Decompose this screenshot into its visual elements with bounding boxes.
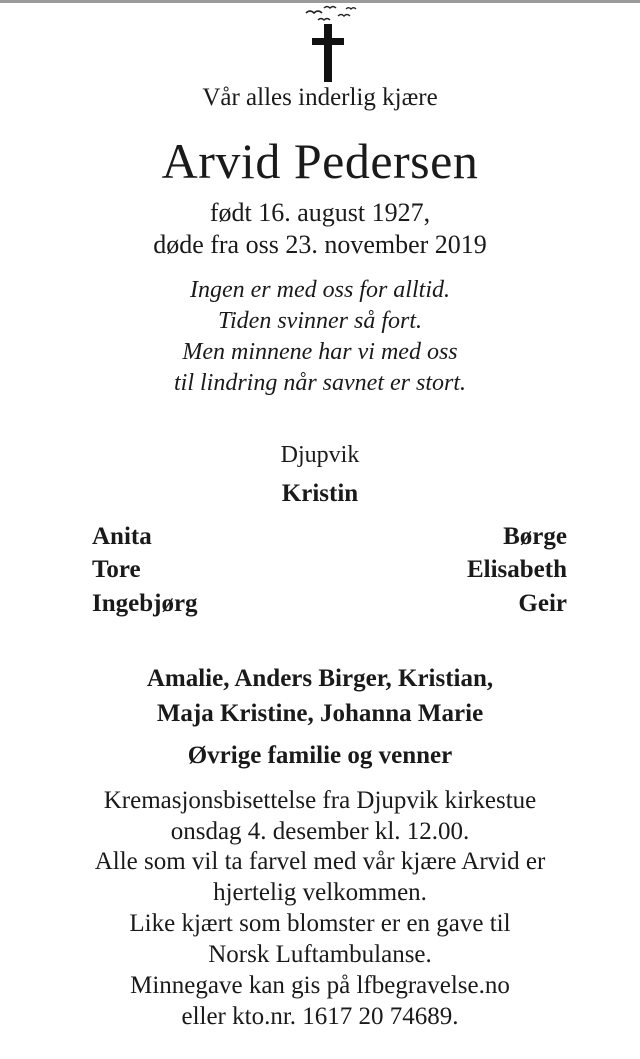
child-spouse-name: Børge <box>503 523 567 550</box>
ceremony-line: Minnegave kan gis på lfbegravelse.no <box>130 972 510 999</box>
grandchildren-line: Amalie, Anders Birger, Kristian, <box>146 665 494 692</box>
death-date: døde fra oss 23. november 2019 <box>153 230 487 259</box>
birth-date: født 16. august 1927, <box>209 198 431 227</box>
ceremony-line: eller kto.nr. 1617 20 74689. <box>181 1003 459 1030</box>
poem-line: Ingen er med oss for alltid. <box>190 277 450 303</box>
top-border <box>0 0 640 3</box>
ceremony-line: Kremasjonsbisettelse fra Djupvik kirkestue <box>103 787 537 814</box>
poem-line: til lindring når savnet er stort. <box>173 370 466 396</box>
child-spouse-name: Elisabeth <box>466 556 567 583</box>
child-name: Anita <box>92 523 152 550</box>
ceremony-line: onsdag 4. desember kl. 12.00. <box>170 818 470 845</box>
cross-icon <box>300 22 356 84</box>
poem-line: Tiden svinner så fort. <box>217 308 422 334</box>
child-name: Ingebjørg <box>92 590 198 617</box>
ceremony-line: Norsk Luftambulanse. <box>208 941 432 968</box>
deceased-name: Arvid Pedersen <box>161 133 479 189</box>
other-family: Øvrige familie og venner <box>187 742 453 769</box>
ceremony-line: hjertelig velkommen. <box>213 879 427 906</box>
ceremony-line: Alle som vil ta farvel med vår kjære Arvid er <box>94 848 546 875</box>
child-spouse-name: Geir <box>518 590 567 617</box>
child-name: Tore <box>92 556 141 583</box>
grandchildren-line: Maja Kristine, Johanna Marie <box>156 700 484 727</box>
spouse-name: Kristin <box>281 480 359 507</box>
poem-line: Men minnene har vi med oss <box>182 339 458 365</box>
ceremony-line: Like kjært som blomster er en gave til <box>129 910 511 937</box>
place-name: Djupvik <box>280 442 360 468</box>
intro-text: Vår alles inderlig kjære <box>202 84 438 111</box>
